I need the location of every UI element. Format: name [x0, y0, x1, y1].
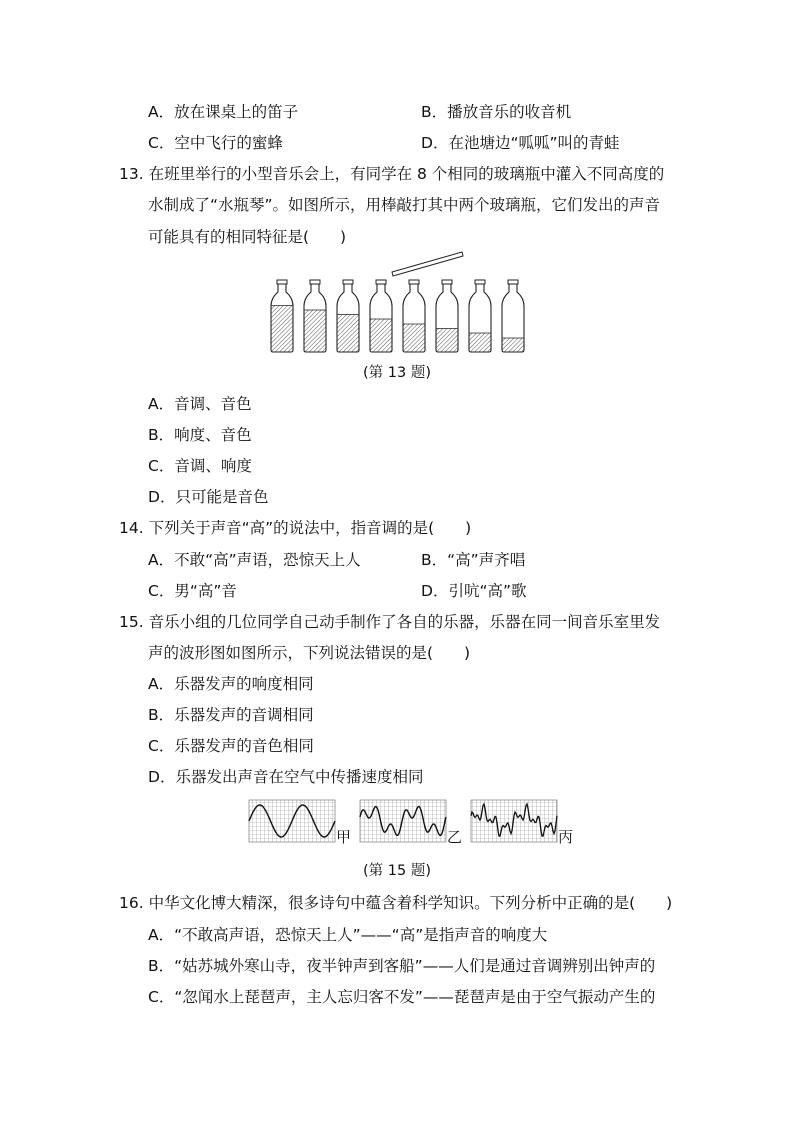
waveform-jia [249, 800, 335, 842]
waveform-yi [360, 800, 446, 842]
q15-option-c: C．乐器发声的音色相同 [148, 737, 314, 755]
q12-option-c: C．空中飞行的蜜蜂 [148, 134, 283, 152]
bottle [270, 280, 294, 352]
q12-option-d: D．在池塘边“呱呱”叫的青蛙 [421, 134, 620, 152]
bottle [303, 280, 327, 352]
bottle [336, 280, 360, 352]
waveform-bing [471, 800, 557, 842]
q15-option-a: A．乐器发声的响度相同 [148, 675, 314, 693]
q16-option-b: B．“姑苏城外寒山寺，夜半钟声到客船”——人们是通过音调辨别出钟声的 [148, 957, 656, 975]
q13-caption: (第 13 题) [363, 365, 431, 381]
bottle [369, 280, 393, 352]
q14-option-c: C．男“高”音 [148, 582, 237, 600]
q16-stem: 16. 中华文化博大精深，很多诗句中蕴含着科学知识。下列分析中正确的是( ) [119, 894, 673, 912]
q14-stem: 14. 下列关于声音“高”的说法中，指音调的是( ) [119, 519, 472, 537]
q14-option-d: D．引吭“高”歌 [421, 582, 527, 600]
q13-option-b: B．响度、音色 [148, 426, 252, 444]
q15-stem-line-1: 15. 音乐小组的几位同学自己动手制作了各自的乐器，乐器在同一间音乐室里发 [119, 613, 661, 631]
bottle [501, 280, 525, 352]
q14-option-a: A．不敢“高”声语，恐惊天上人 [148, 551, 361, 569]
q13-stem-line-2: 水制成了“水瓶琴”。如图所示，用棒敲打其中两个玻璃瓶，它们发出的声音 [148, 196, 661, 214]
wave-label-jia: 甲 [336, 828, 352, 846]
q16-option-c: C．“忽闻水上琵琶声，主人忘归客不发”——琵琶声是由于空气振动产生的 [148, 988, 656, 1006]
waveforms-figure [248, 798, 560, 846]
q13-stem-line-3: 可能具有的相同特征是( ) [148, 228, 347, 246]
q12-option-b: B．播放音乐的收音机 [421, 103, 572, 121]
q15-option-d: D．乐器发出声音在空气中传播速度相同 [148, 768, 424, 786]
q14-option-b: B．“高”声齐唱 [421, 551, 526, 569]
bottle [435, 280, 459, 352]
q13-option-c: C．音调、响度 [148, 457, 252, 475]
q13-stem-line-1: 13. 在班里举行的小型音乐会上，有同学在 8 个相同的玻璃瓶中灌入不同高度的 [119, 165, 665, 183]
q15-stem-line-2: 声的波形图如图所示，下列说法错误的是( ) [148, 644, 471, 662]
q13-option-d: D．只可能是音色 [148, 488, 269, 506]
q15-caption: (第 15 题) [363, 863, 431, 879]
q16-option-a: A．“不敢高声语，恐惊天上人”——“高”是指声音的响度大 [148, 926, 548, 944]
q13-option-a: A．音调、音色 [148, 395, 252, 413]
water-bottles-figure [262, 246, 532, 358]
bottle [468, 280, 492, 352]
q12-option-a: A．放在课桌上的笛子 [148, 103, 299, 121]
wave-label-bing: 丙 [558, 828, 574, 846]
bottle [402, 280, 426, 352]
striking-rod [392, 252, 463, 276]
q15-option-b: B．乐器发声的音调相同 [148, 706, 314, 724]
wave-label-yi: 乙 [447, 828, 463, 846]
